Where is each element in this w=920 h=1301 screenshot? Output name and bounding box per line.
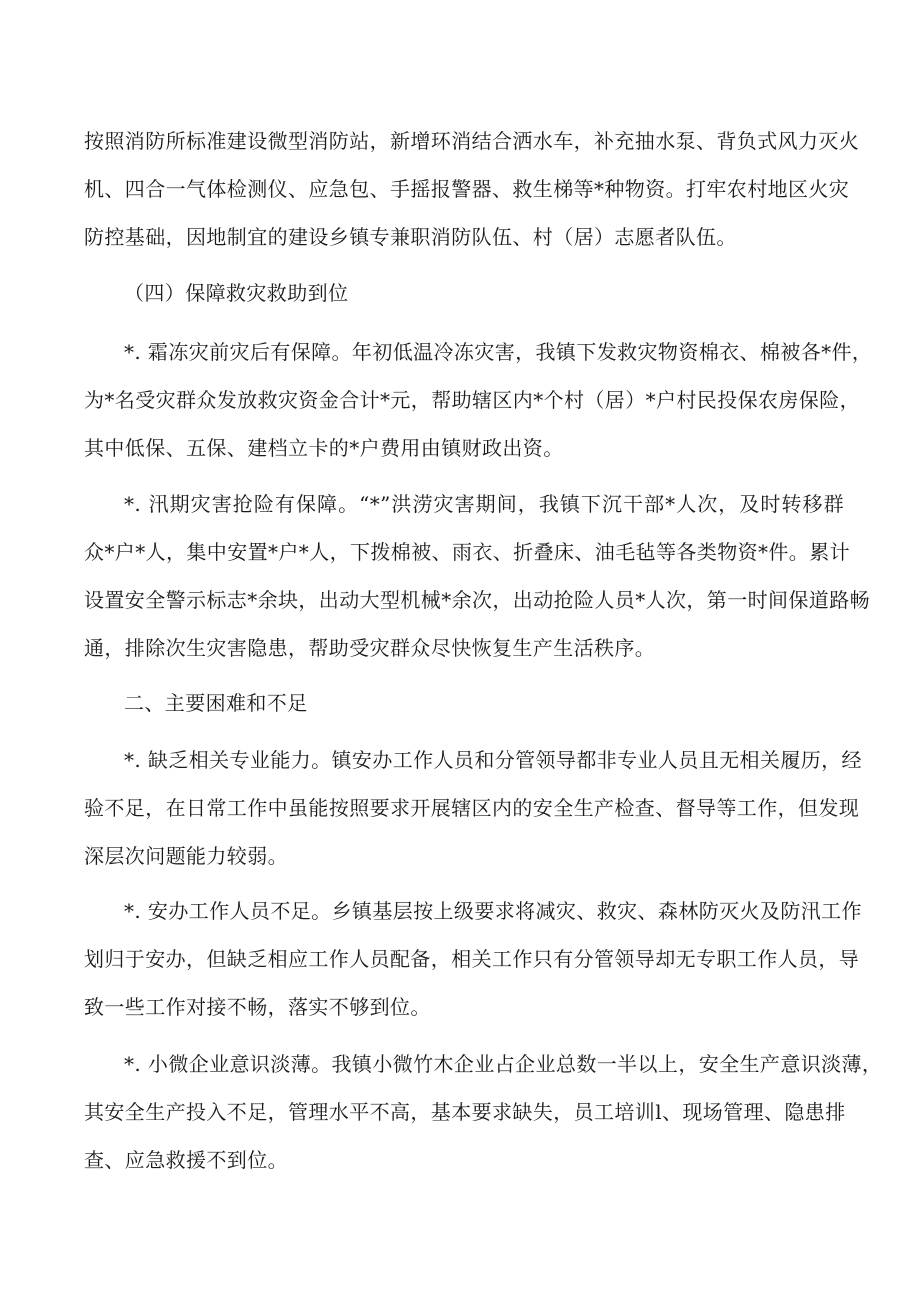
paragraph-flood-relief <box>84 480 870 672</box>
section-heading-difficulties: 二、主要困难和不足 <box>124 691 308 715</box>
text-line: 验不足，在日常工作中虽能按照要求开展辖区内的安全生产检查、督导等工作，但发现 <box>84 796 860 820</box>
text-line: 深层次问题能力较弱。 <box>84 844 288 868</box>
text-line: *. 汛期灾害抢险有保障。“*”洪涝灾害期间，我镇下沉干部*人次，及时转移群 <box>124 492 844 516</box>
text-line: 众*户*人，集中安置*户*人，下拨棉被、雨衣、折叠床、油毛毡等各类物资*件。累计 <box>84 540 850 564</box>
text-line: 划归于安办，但缺乏相应工作人员配备，相关工作只有分管领导却无专职工作人员，导 <box>84 947 860 971</box>
paragraph-staff-shortage <box>84 887 862 1031</box>
text-line: 查、应急救援不到位。 <box>84 1148 288 1172</box>
text-line: *. 小微企业意识淡薄。我镇小微竹木企业占企业总数一半以上，安全生产意识淡薄， <box>124 1052 883 1076</box>
text-line: 其安全生产投入不足，管理水平不高，基本要求缺失，员工培训l、现场管理、隐患排 <box>84 1100 846 1124</box>
paragraph-fire-station <box>84 117 860 261</box>
text-line: 按照消防所标准建设微型消防站，新增环消结合洒水车，补充抽水泵、背负式风力灭火 <box>84 129 860 153</box>
section-heading-disaster-relief: （四）保障救灾救助到位 <box>124 281 349 305</box>
text-line: 机、四合一气体检测仪、应急包、手摇报警器、救生梯等*种物资。打牢农村地区火灾 <box>84 177 850 201</box>
paragraph-small-enterprises <box>84 1040 883 1184</box>
text-line: *. 安办工作人员不足。乡镇基层按上级要求将减灾、救灾、森林防灭火及防汛工作 <box>124 899 862 923</box>
text-line: 为*名受灾群众发放救灾资金合计*元，帮助辖区内*个村（居）*户村民投保农房保险， <box>84 388 860 412</box>
paragraph-frost-relief <box>84 328 873 472</box>
text-line: 其中低保、五保、建档立卡的*户费用由镇财政出资。 <box>84 436 564 460</box>
text-line: *. 缺乏相关专业能力。镇安办工作人员和分管领导都非专业人员且无相关履历，经 <box>124 748 862 772</box>
text-line: 致一些工作对接不畅，落实不够到位。 <box>84 995 431 1019</box>
text-line: 防控基础，因地制宜的建设乡镇专兼职消防队伍、村（居）志愿者队伍。 <box>84 225 737 249</box>
text-line: *. 霜冻灾前灾后有保障。年初低温冷冻灾害，我镇下发救灾物资棉衣、棉被各*件， <box>124 340 873 364</box>
text-line: 通，排除次生灾害隐患，帮助受灾群众尽快恢复生产生活秩序。 <box>84 636 656 660</box>
text-line: 设置安全警示标志*余块，出动大型机械*余次，出动抢险人员*人次，第一时间保道路畅 <box>84 588 870 612</box>
paragraph-lack-expertise <box>84 736 862 880</box>
